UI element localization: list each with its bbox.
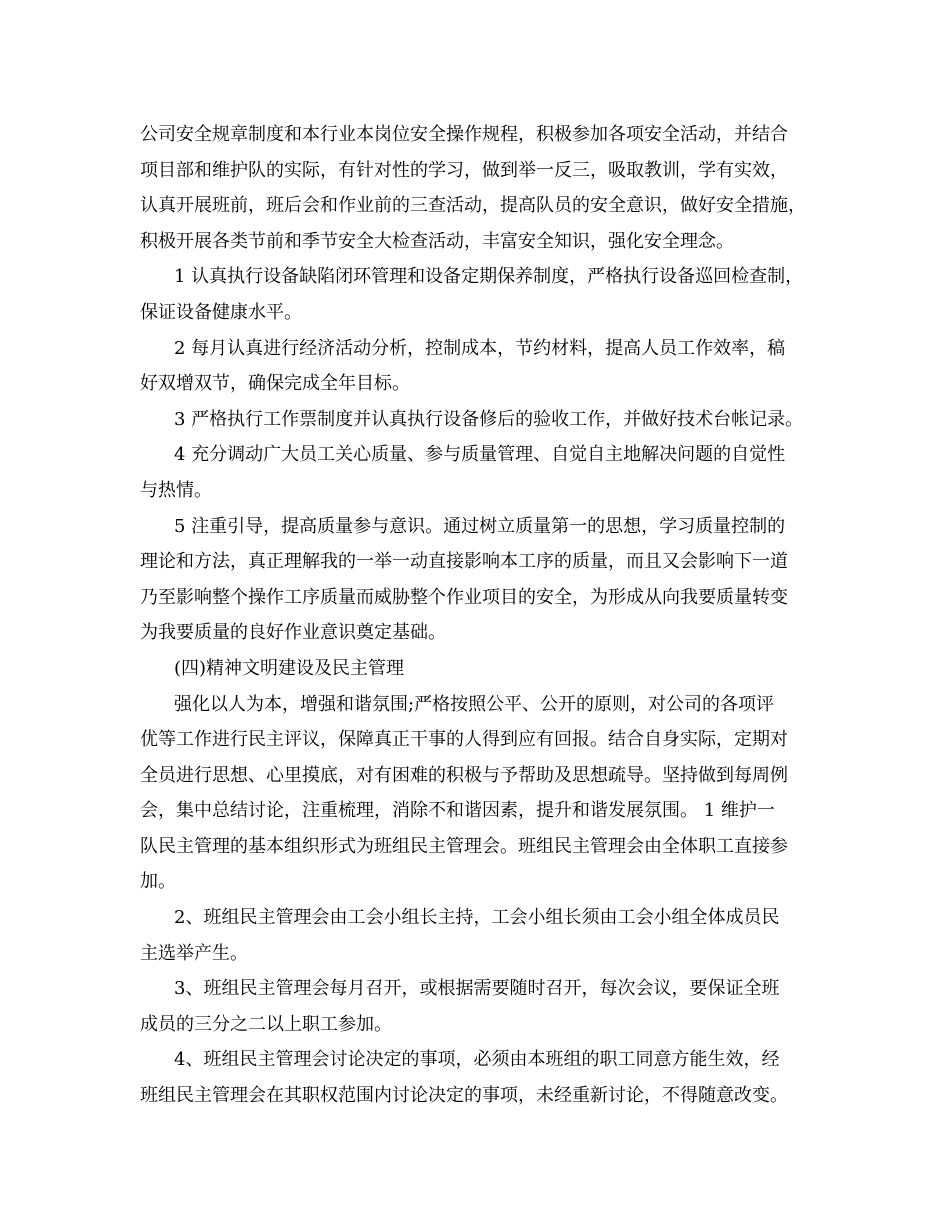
text-line: 主选举产生。 (140, 942, 248, 964)
text-line: 公司安全规章制度和本行业本岗位安全操作规程，积极参加各项安全活动，并结合 (140, 124, 788, 145)
text-line: 好双增双节，确保完成全年目标。 (140, 373, 410, 395)
section-heading: (四)精神文明建设及民主管理 (174, 657, 405, 679)
text-line: 3 严格执行工作票制度并认真执行设备修后的验收工作，并做好技术台帐记录。 (174, 408, 804, 430)
text-line: 4、班组民主管理会讨论决定的事项，必须由本班组的职工同意方能生效，经 (174, 1049, 780, 1071)
text-line: 强化以人为本，增强和谐氛围;严格按照公平、公开的原则，对公司的各项评 (174, 693, 775, 715)
text-line: 全员进行思想、心里摸底，对有困难的积极与予帮助及思想疏导。坚持做到每周例 (140, 764, 788, 786)
text-line: 2、班组民主管理会由工会小组长主持，工会小组长须由工会小组全体成员民 (174, 907, 780, 929)
text-line: 会，集中总结讨论，注重梳理，消除不和谐因素，提升和谐发展氛围。 1 维护一 (140, 800, 775, 822)
text-line: 1 认真执行设备缺陷闭环管理和设备定期保养制度，严格执行设备巡回检查制， (174, 266, 804, 288)
text-line: 2 每月认真进行经济活动分析，控制成本，节约材料，提高人员工作效率，稿 (174, 337, 786, 359)
text-line: 理论和方法，真正理解我的一举一动直接影响本工序的质量，而且又会影响下一道 (140, 551, 788, 573)
text-line: 5 注重引导，提高质量参与意识。通过树立质量第一的思想，学习质量控制的 (174, 515, 786, 537)
text-line: 保证设备健康水平。 (140, 301, 302, 323)
text-line: 积极开展各类节前和季节安全大检查活动，丰富安全知识，强化安全理念。 (140, 230, 734, 252)
text-line: 认真开展班前，班后会和作业前的三查活动，提高队员的安全意识，做好安全措施， (140, 195, 806, 217)
text-line: 项目部和维护队的实际，有针对性的学习，做到举一反三，吸取教训，学有实效， (140, 159, 788, 181)
text-line: 队民主管理的基本组织形式为班组民主管理会。班组民主管理会由全体职工直接参 (140, 835, 788, 857)
text-line: 加。 (140, 871, 176, 893)
text-line: 班组民主管理会在其职权范围内讨论决定的事项，未经重新讨论，不得随意改变。 (140, 1085, 788, 1107)
document-body (140, 117, 820, 1114)
text-line: 与热情。 (140, 479, 212, 501)
text-line: 4 充分调动广大员工关心质量、参与质量管理、自觉自主地解决问题的自觉性 (174, 444, 786, 466)
text-line: 乃至影响整个操作工序质量而威胁整个作业项目的安全，为形成从向我要质量转变 (140, 586, 788, 608)
text-line: 为我要质量的良好作业意识奠定基础。 (140, 622, 446, 644)
text-line: 3、班组民主管理会每月召开，或根据需要随时召开，每次会议，要保证全班 (174, 978, 780, 1000)
text-line: 优等工作进行民主评议，保障真正干事的人得到应有回报。结合自身实际，定期对 (140, 729, 788, 751)
text-line: 成员的三分之二以上职工参加。 (140, 1013, 392, 1035)
